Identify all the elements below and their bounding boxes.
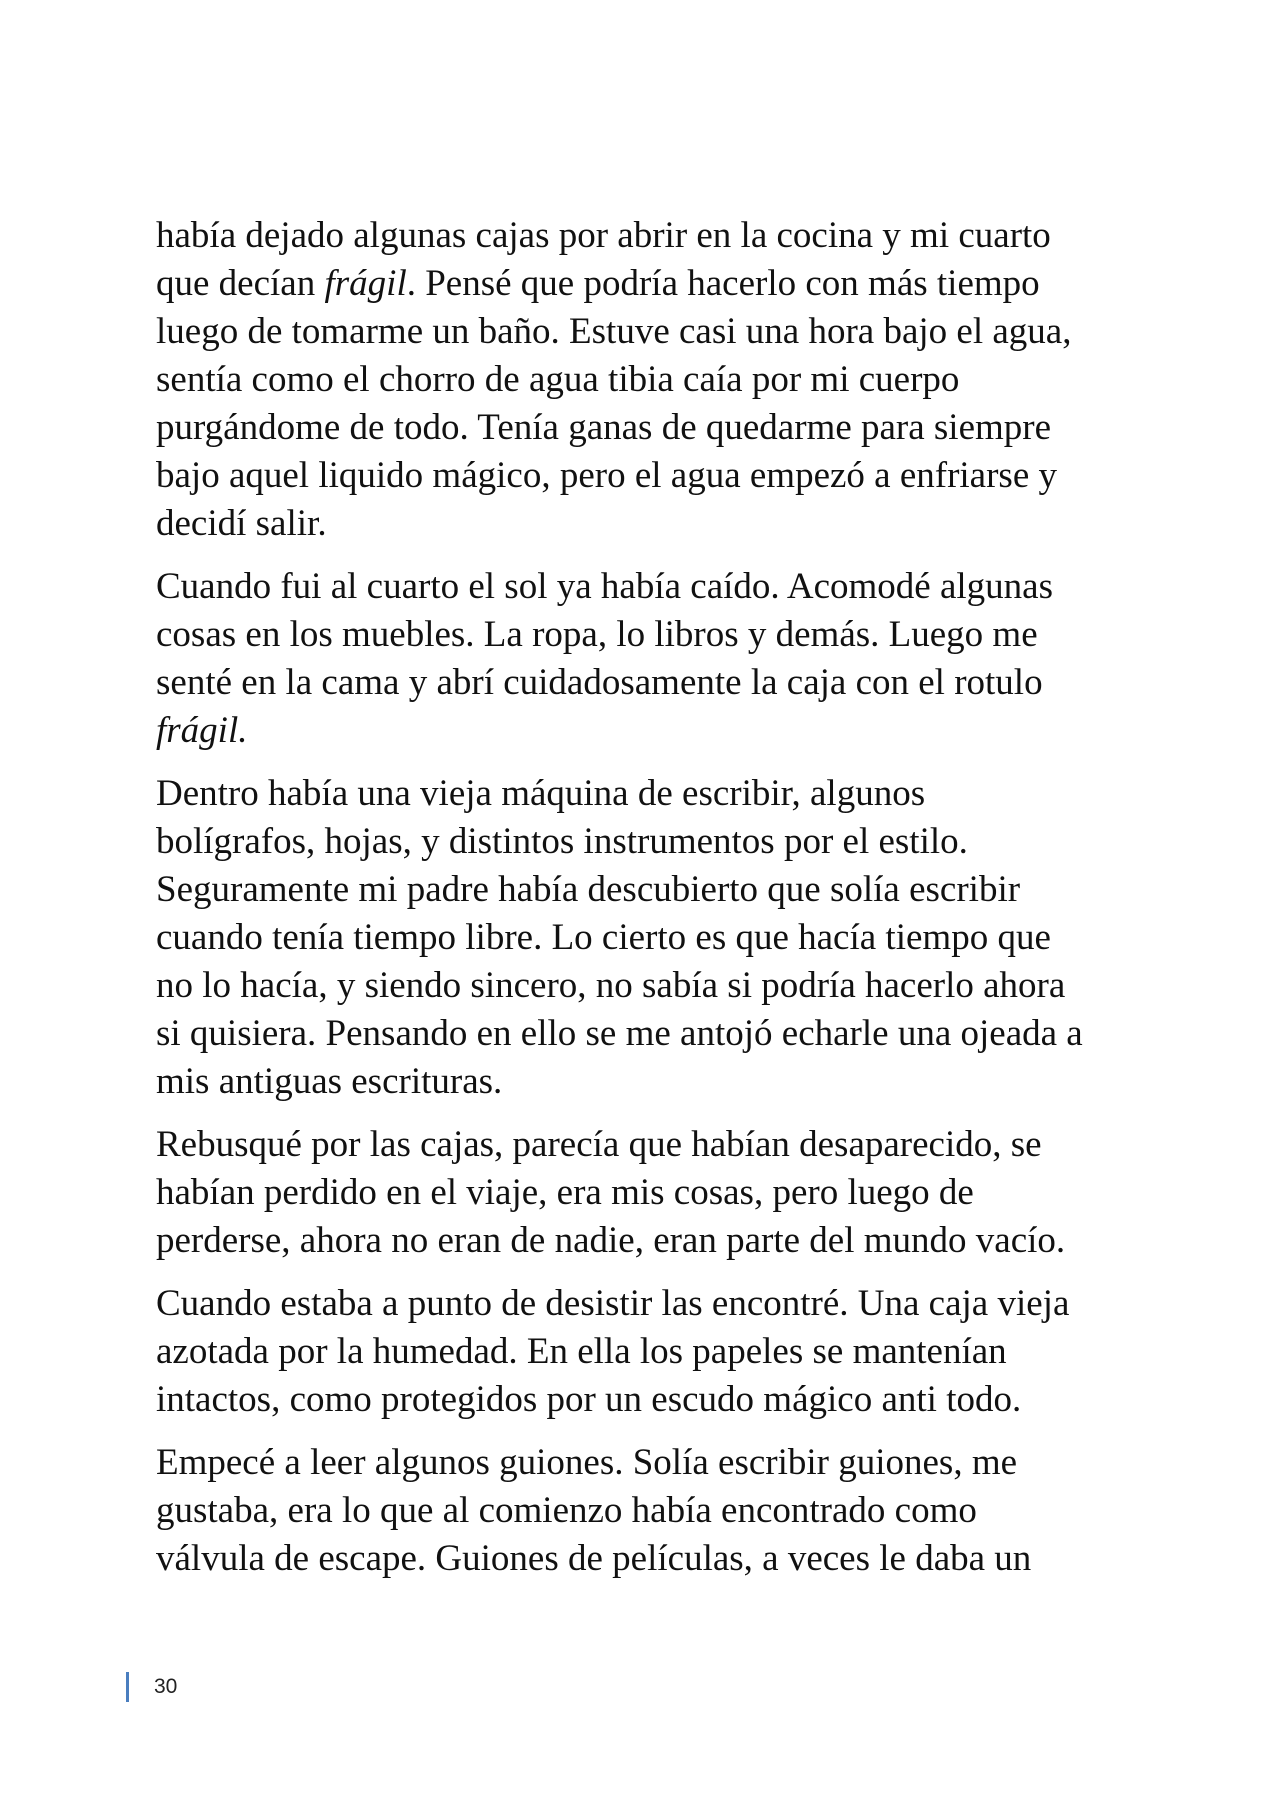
text-line: no lo hacía, y siendo sincero, no sabía si podría hacerlo ahora — [156, 965, 1066, 1006]
paragraph — [156, 1121, 1156, 1265]
text-line: Empecé a leer algunos guiones. Solía escribir guiones, me — [156, 1442, 1018, 1483]
text-line: Seguramente mi padre había descubierto que solía escribir — [156, 869, 1021, 910]
text-line: si quisiera. Pensando en ello se me antojó echarle una ojeada a — [156, 1013, 1083, 1054]
paragraph — [156, 1280, 1156, 1424]
text-line: habían perdido en el viaje, era mis cosas, pero luego de — [156, 1172, 974, 1213]
text-line: intactos, como protegidos por un escudo mágico anti todo. — [156, 1379, 1022, 1420]
text-line: Cuando fui al cuarto el sol ya había caído. Acomodé algunas — [156, 566, 1053, 607]
paragraph — [156, 1439, 1156, 1583]
footer-rule — [126, 1672, 129, 1702]
text-line: luego de tomarme un baño. Estuve casi una hora bajo el agua, — [156, 311, 1072, 352]
text-line: azotada por la humedad. En ella los papeles se mantenían — [156, 1331, 1007, 1372]
text-segment: que decían — [156, 263, 325, 304]
text-line — [156, 260, 1156, 308]
text-line: mis antiguas escrituras. — [156, 1061, 503, 1102]
text-line: senté en la cama y abrí cuidadosamente la caja con el rotulo — [156, 662, 1043, 703]
body-text — [156, 212, 1156, 1598]
text-segment: . Pensé que podría hacerlo con más tiempo — [406, 263, 1040, 304]
page-number: 30 — [154, 1675, 178, 1698]
text-line: Cuando estaba a punto de desistir las encontré. Una caja vieja — [156, 1283, 1070, 1324]
italic-word: frágil — [324, 263, 407, 304]
text-line: había dejado algunas cajas por abrir en la cocina y mi cuarto — [156, 215, 1051, 256]
text-line: cosas en los muebles. La ropa, lo libros y demás. Luego me — [156, 614, 1038, 655]
paragraph — [156, 770, 1156, 1106]
text-line: Dentro había una vieja máquina de escribir, algunos — [156, 773, 926, 814]
paragraph — [156, 563, 1156, 755]
text-line: bajo aquel liquido mágico, pero el agua empezó a enfriarse y — [156, 455, 1057, 496]
text-line: cuando tenía tiempo libre. Lo cierto es que hacía tiempo que — [156, 917, 1051, 958]
page-footer — [126, 1670, 177, 1704]
text-line: decidí salir. — [156, 503, 327, 544]
text-line: gustaba, era lo que al comienzo había encontrado como — [156, 1490, 977, 1531]
text-line: Rebusqué por las cajas, parecía que habían desaparecido, se — [156, 1124, 1042, 1165]
italic-word: frágil. — [156, 710, 248, 751]
text-line: sentía como el chorro de agua tibia caía por mi cuerpo — [156, 359, 960, 400]
text-line: bolígrafos, hojas, y distintos instrumentos por el estilo. — [156, 821, 968, 862]
text-line: purgándome de todo. Tenía ganas de quedarme para siempre — [156, 407, 1052, 448]
text-line: válvula de escape. Guiones de películas, a veces le daba un — [156, 1538, 1032, 1579]
paragraph — [156, 212, 1156, 548]
text-line — [156, 707, 1156, 755]
text-line: perderse, ahora no eran de nadie, eran parte del mundo vacío. — [156, 1220, 1066, 1261]
